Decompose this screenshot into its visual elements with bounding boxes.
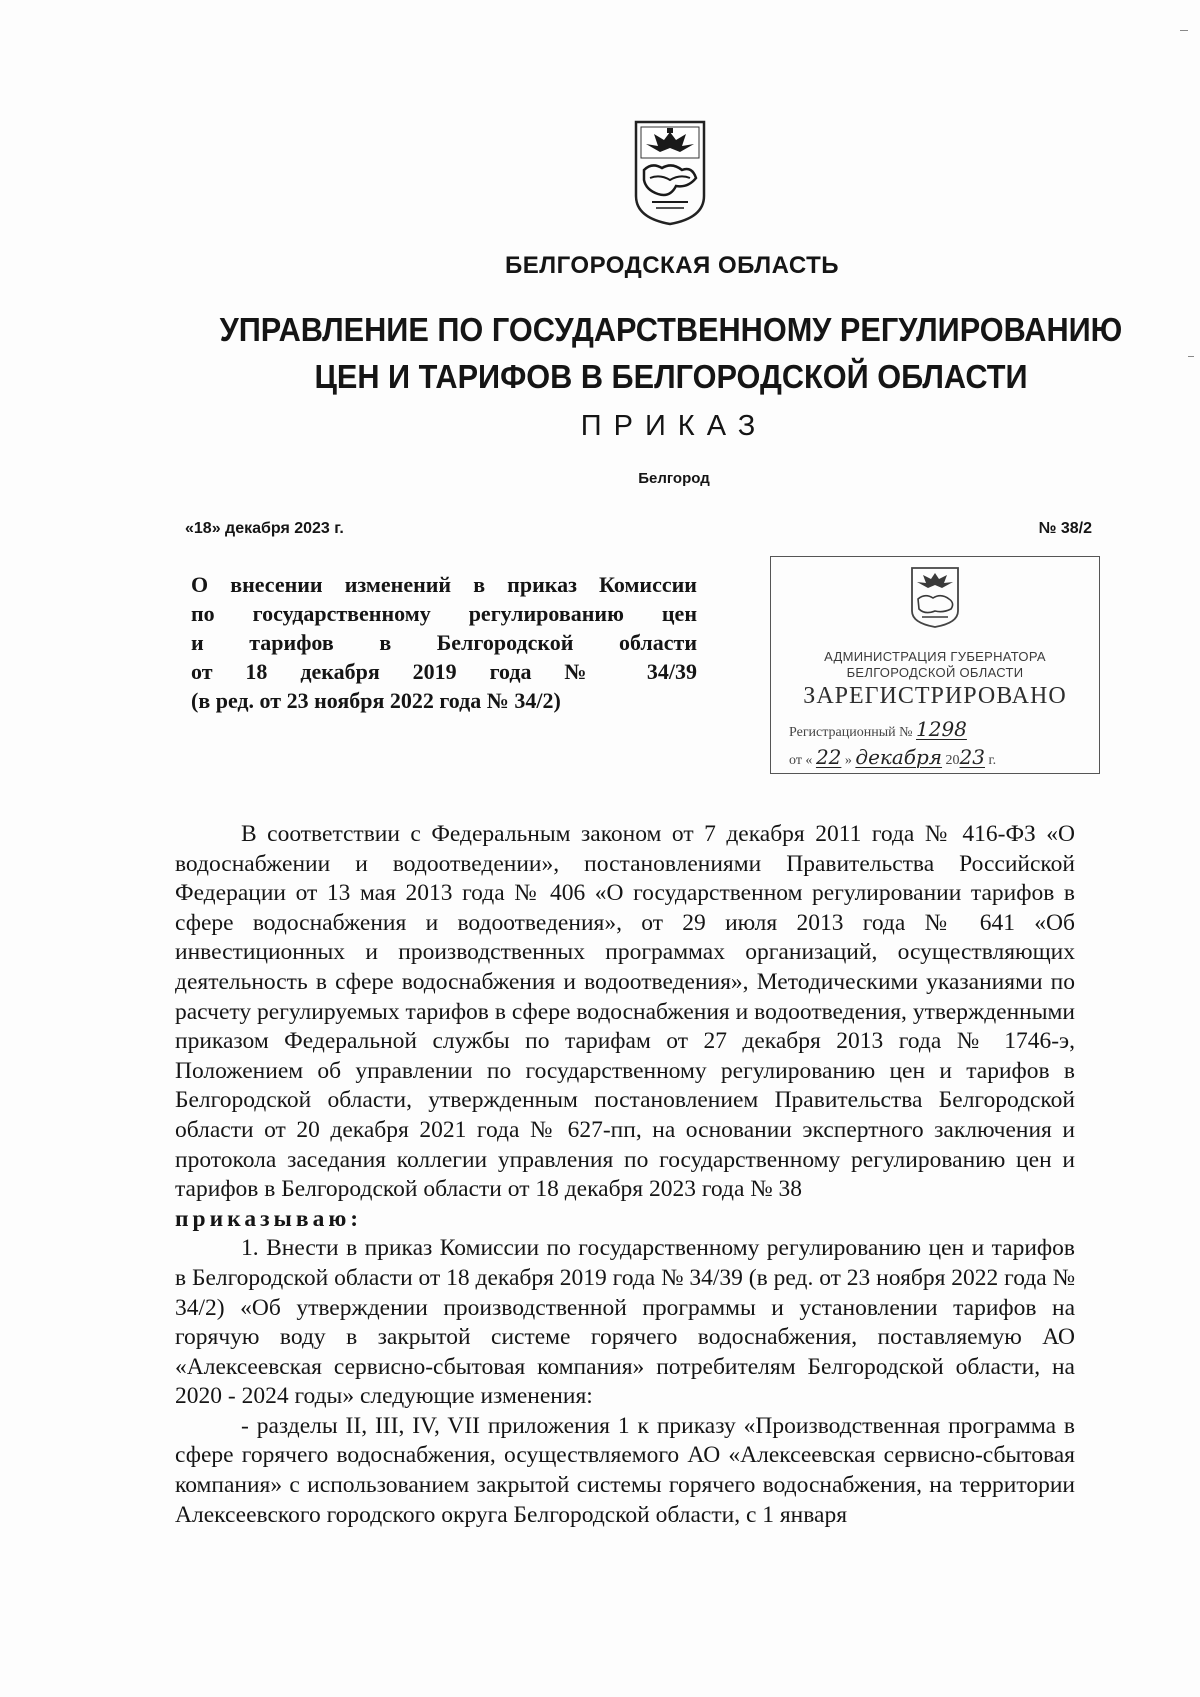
city-name: Белгород xyxy=(638,470,710,487)
stamp-date-from: от « xyxy=(789,753,813,768)
ordering-paragraph xyxy=(175,1205,1075,1235)
ordering-word: приказываю: xyxy=(175,1205,363,1232)
registration-stamp xyxy=(770,556,1100,774)
document-subject xyxy=(191,570,697,715)
stamp-coat-of-arms-icon xyxy=(909,565,961,629)
stamp-reg-label: Регистрационный № xyxy=(789,725,913,740)
item-1-paragraph: 1. Внести в приказ Комиссии по государственному регулированию цен и тарифов в Белгородской области от 18 декабря 2019 года № 34/39 (в ред. от 23 ноября 2022 года № 34/2) «Об утверждении производственной программы и установлении тарифов на горячую воду в закрытой системе горячего водоснабжения, поставляемую АО «Алексеевская сервисно-сбытовая компания» потребителям Белгородской области, на 2020 - 2024 годы» следующие изменения: xyxy=(175,1235,1075,1410)
stamp-date-line xyxy=(789,745,996,769)
document-number: № 38/2 xyxy=(1038,520,1092,537)
subject-line-3: и тарифов в Белгородской области xyxy=(191,630,697,655)
stamp-reg-number: 1298 xyxy=(916,717,967,741)
region-title: БЕЛГОРОДСКАЯ ОБЛАСТЬ xyxy=(505,252,839,279)
stamp-date-year-prefix: 20 xyxy=(945,753,960,768)
subject-line-2: по государственному регулированию цен xyxy=(191,601,697,626)
agency-title xyxy=(113,306,1200,400)
agency-title-line-2: ЦЕН И ТАРИФОВ В БЕЛГОРОДСКОЙ ОБЛАСТИ xyxy=(314,358,1028,395)
agency-title-line-1: УПРАВЛЕНИЕ ПО ГОСУДАРСТВЕННОМУ РЕГУЛИРОВАНИЮ xyxy=(219,311,1123,348)
scan-mark xyxy=(1180,30,1188,31)
scan-mark xyxy=(1188,356,1194,357)
stamp-org-line-1: АДМИНИСТРАЦИЯ ГУБЕРНАТОРА xyxy=(824,649,1046,664)
stamp-date-close: » xyxy=(844,753,852,768)
stamp-registration-number-line xyxy=(789,717,967,741)
document-date: «18» декабря 2023 г. xyxy=(185,520,344,537)
stamp-registered-label: ЗАРЕГИСТРИРОВАНО xyxy=(803,683,1067,709)
stamp-date-month: декабря xyxy=(855,745,943,769)
preamble-paragraph: В соответствии с Федеральным законом от 7 декабря 2011 года № 416-ФЗ «О водоснабжении и водоотведении», постановлениями Правительства Российской Федерации от 13 мая 2013 года № 406 «О государственном регулировании тарифов в сфере водоснабжения и водоотведения», от 29 июля 2013 года № 641 «Об инвестиционных и производственных программах организаций, осуществляющих деятельность в сфере водоснабжения и водоотведения», Методическими указаниями по расчету регулируемых тарифов в сфере водоснабжения и водоотведения, утвержденными приказом Федеральной службы по тарифам от 27 декабря 2013 года № 1746-э, Положением об управлении по государственному регулированию цен и тарифов в Белгородской области, утвержденным постановлением Правительства Белгородской области от 20 декабря 2021 года № 627-пп, на основании экспертного заключения и протокола заседания коллегии управления по государственному регулированию цен и тарифов в Белгородской области от 18 декабря 2023 года № 38 xyxy=(175,821,1075,1203)
item-1-subparagraph: - разделы II, III, IV, VII приложения 1 к приказу «Производственная программа в сфере горячего водоснабжения, осуществляемого АО «Алексеевская сервисно-сбытовая компания» с использованием закрытой системы горячего водоснабжения, на территории Алексеевского городского округа Белгородской области, с 1 января xyxy=(175,1412,1075,1528)
document-type: ПРИКАЗ xyxy=(580,410,768,442)
subject-line-4: от 18 декабря 2019 года № 34/39 xyxy=(191,659,697,684)
stamp-date-day: 22 xyxy=(815,745,842,769)
subject-line-5: (в ред. от 23 ноября 2022 года № 34/2) xyxy=(191,688,561,713)
stamp-date-year: 23 xyxy=(959,745,985,769)
document-body xyxy=(175,820,1075,1530)
stamp-org-line-2: БЕЛГОРОДСКОЙ ОБЛАСТИ xyxy=(846,665,1024,680)
stamp-organization xyxy=(771,649,1099,681)
subject-line-1: О внесении изменений в приказ Комиссии xyxy=(191,572,697,597)
stamp-date-suffix: г. xyxy=(988,753,997,768)
coat-of-arms-icon xyxy=(632,118,708,228)
